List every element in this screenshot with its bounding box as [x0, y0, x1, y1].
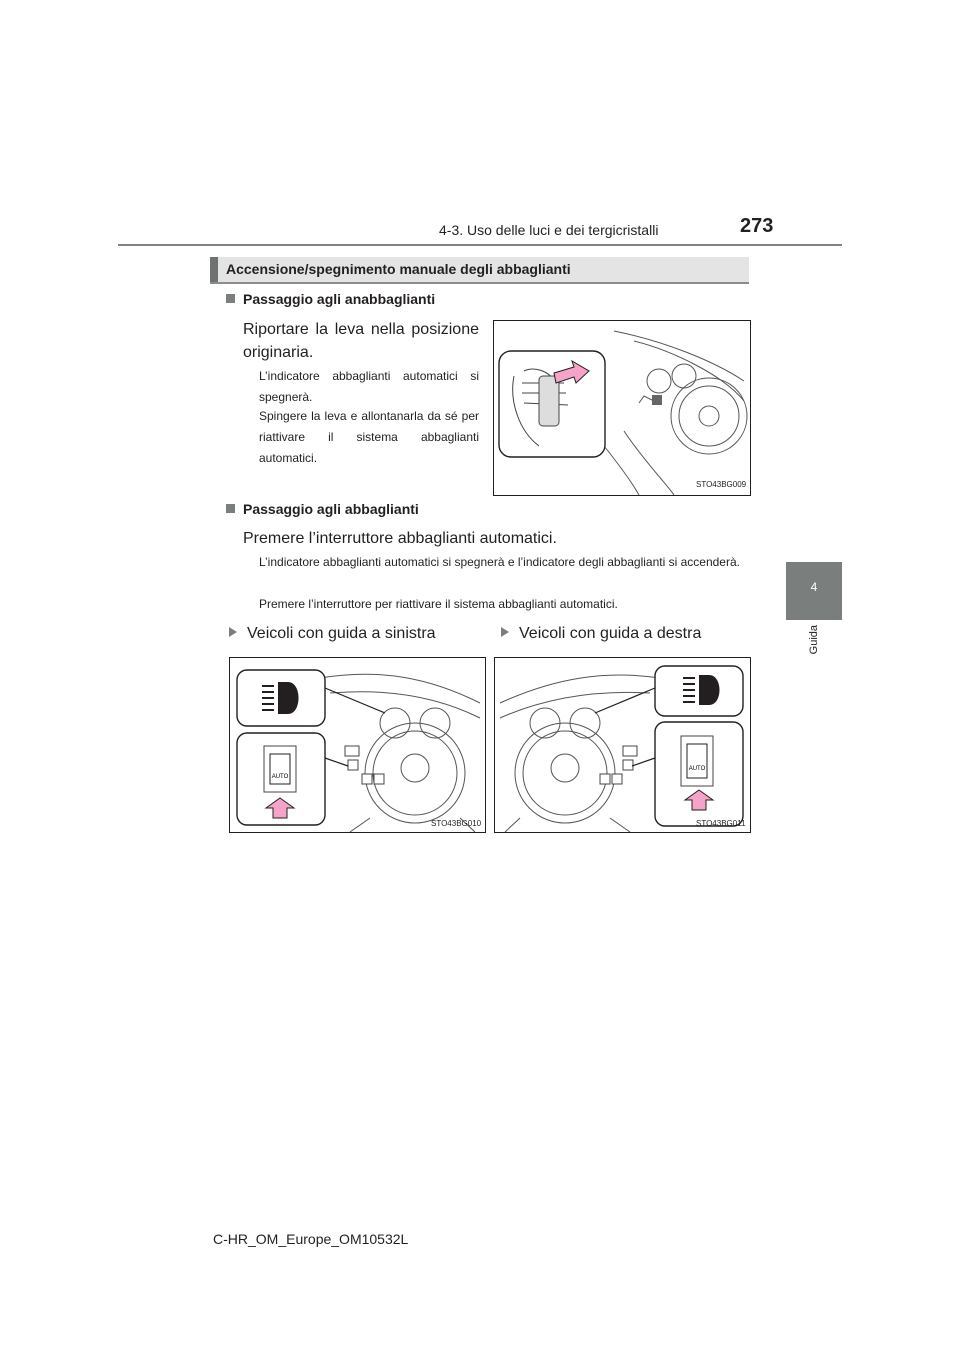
figure-lhd — [229, 657, 486, 833]
heading-accent — [210, 257, 218, 282]
square-bullet-icon — [226, 294, 235, 303]
variant-label-left: Veicoli con guida a sinistra — [229, 625, 436, 643]
figure-code-010: STO43BG010 — [431, 819, 482, 828]
high-beam-instruction: Premere l’interruttore abbaglianti automatici. — [243, 530, 557, 547]
low-beam-note-2: Spingere la leva e allontanarla da sé per riattivare il sistema abbaglianti automatici. — [259, 409, 479, 465]
lever-illustration — [494, 321, 750, 495]
header-divider — [118, 244, 842, 246]
section-heading-bar — [210, 257, 749, 284]
square-bullet-icon — [226, 504, 235, 513]
low-beam-instruction: Riportare la leva nella posizione originaria. — [243, 321, 479, 361]
rhd-dashboard-illustration — [495, 658, 750, 832]
chapter-number: 4 — [810, 580, 818, 594]
auto-switch-text: AUTO — [271, 774, 289, 780]
chapter-name: Guida — [808, 625, 820, 655]
low-beam-note-1: L’indicatore abbaglianti automatici si spegnerà. — [259, 369, 479, 404]
chapter-label — [786, 625, 842, 665]
section-title: 4-3. Uso delle luci e dei tergicristalli — [439, 222, 659, 238]
page-number: 273 — [740, 215, 774, 237]
chapter-tab — [786, 562, 842, 620]
subheading-low-beam: Passaggio agli anabbaglianti — [226, 291, 435, 307]
figure-code-011: STO43BG011 — [696, 819, 746, 828]
section-heading: Accensione/spegnimento manuale degli abbaglianti — [226, 261, 571, 277]
subheading-high-beam: Passaggio agli abbaglianti — [226, 501, 419, 517]
figure-rhd — [494, 657, 751, 833]
variant-label-right: Veicoli con guida a destra — [501, 625, 701, 643]
high-beam-note-1: L’indicatore abbaglianti automatici si spegnerà e l’indicatore degli abbaglianti si accenderà. — [259, 555, 740, 569]
figure-lever — [493, 320, 751, 496]
triangle-bullet-icon — [501, 627, 509, 637]
document-footer: C-HR_OM_Europe_OM10532L — [213, 1231, 409, 1247]
triangle-bullet-icon — [229, 627, 237, 637]
high-beam-note-2: Premere l’interruttore per riattivare il sistema abbaglianti automatici. — [259, 597, 618, 611]
lhd-dashboard-illustration — [230, 658, 485, 832]
auto-switch-text: AUTO — [688, 766, 706, 772]
figure-code-009: STO43BG009 — [696, 480, 747, 489]
